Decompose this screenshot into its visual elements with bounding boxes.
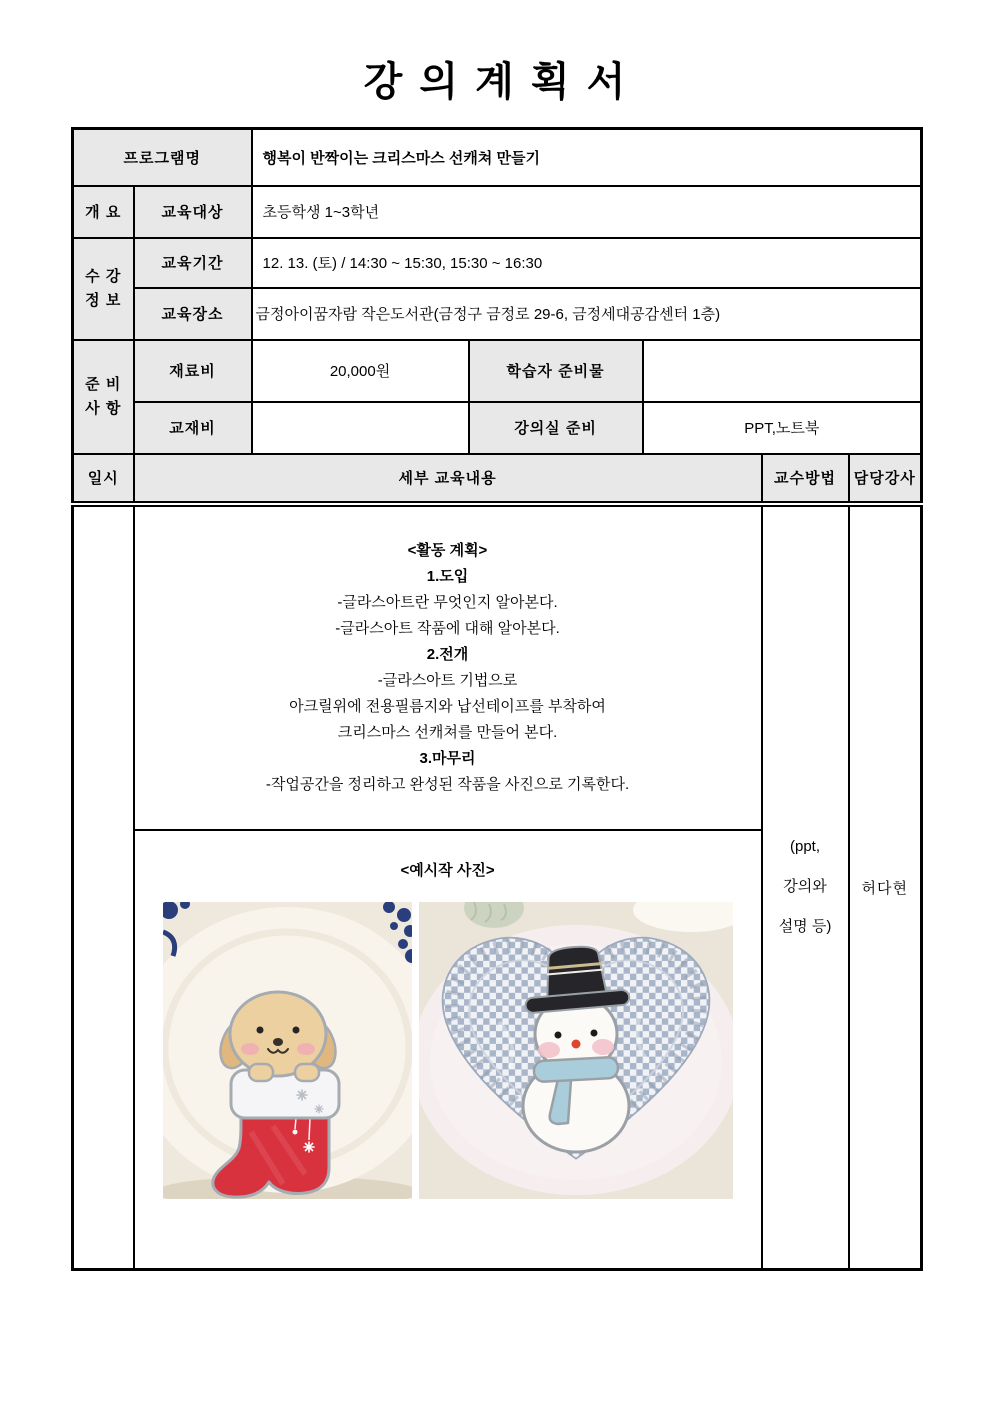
header-method: 교수방법 <box>762 454 849 504</box>
period-label: 교육기간 <box>134 238 252 288</box>
period-value: 12. 13. (토) / 14:30 ~ 15:30, 15:30 ~ 16:30 <box>252 238 922 288</box>
plan-line: 2.전개 <box>426 645 469 663</box>
enrollment-label-line2: 정 보 <box>85 291 122 309</box>
datetime-value-cell <box>73 504 134 1270</box>
header-instructor: 담당강사 <box>849 454 922 504</box>
plan-line: -글라스아트 작품에 대해 알아본다. <box>335 619 560 637</box>
instructor-name: 허다현 <box>849 504 922 1270</box>
plan-line: 아크릴위에 전용필름지와 납선테이프를 부착하여 <box>289 697 606 715</box>
preparation-label <box>73 340 134 454</box>
sample-photos <box>135 902 761 1199</box>
place-label: 교육장소 <box>134 288 252 340</box>
method-line: 강의와 <box>783 878 827 896</box>
classroom-prep-label: 강의실 준비 <box>469 402 643 454</box>
plan-line: 1.도입 <box>426 567 469 585</box>
photo-snowman-suncatcher <box>419 902 733 1199</box>
material-fee-label: 재료비 <box>134 340 252 402</box>
plan-line: 크리스마스 선캐쳐를 만들어 본다. <box>337 723 558 741</box>
plan-line: 3.마무리 <box>419 749 476 767</box>
target-value: 초등학생 1~3학년 <box>252 186 922 238</box>
page-title: 강 의 계 획 서 <box>363 60 629 104</box>
plan-line: -글라스아트 기법으로 <box>377 671 518 689</box>
program-name-label: 프로그램명 <box>73 129 252 186</box>
learner-supplies-label: 학습자 준비물 <box>469 340 643 402</box>
material-fee-value: 20,000원 <box>252 340 469 402</box>
target-label: 교육대상 <box>134 186 252 238</box>
plan-line: -글라스아트란 무엇인지 알아본다. <box>337 593 558 611</box>
textbook-fee-value <box>252 402 469 454</box>
activity-plan-cell <box>134 504 762 830</box>
learner-supplies-value <box>643 340 922 402</box>
method-cell <box>762 504 849 1270</box>
method-line: 설명 등) <box>778 918 832 936</box>
textbook-fee-label: 교재비 <box>134 402 252 454</box>
prep-label-line1: 준 비 <box>85 375 122 393</box>
place-value: 금정아이꿈자람 작은도서관(금정구 금정로 29-6, 금정세대공감센터 1층) <box>252 288 922 340</box>
header-datetime: 일시 <box>73 454 134 504</box>
plan-line: -작업공간을 정리하고 완성된 작품을 사진으로 기록한다. <box>265 775 630 793</box>
header-details: 세부 교육내용 <box>134 454 762 504</box>
sample-photos-cell <box>134 830 762 1270</box>
photo-stocking-suncatcher <box>163 902 412 1199</box>
prep-label-line2: 사 항 <box>85 399 122 417</box>
lecture-plan-table <box>71 127 923 1271</box>
enrollment-info-label <box>73 238 134 340</box>
enrollment-label-line1: 수 강 <box>85 267 122 285</box>
sample-photos-title: <예시작 사진> <box>400 861 495 879</box>
plan-line: <활동 계획> <box>407 541 488 559</box>
overview-label: 개 요 <box>73 186 134 238</box>
method-line: (ppt, <box>790 838 821 856</box>
program-name-value: 행복이 반짝이는 크리스마스 선캐쳐 만들기 <box>252 129 922 186</box>
classroom-prep-value: PPT,노트북 <box>643 402 922 454</box>
